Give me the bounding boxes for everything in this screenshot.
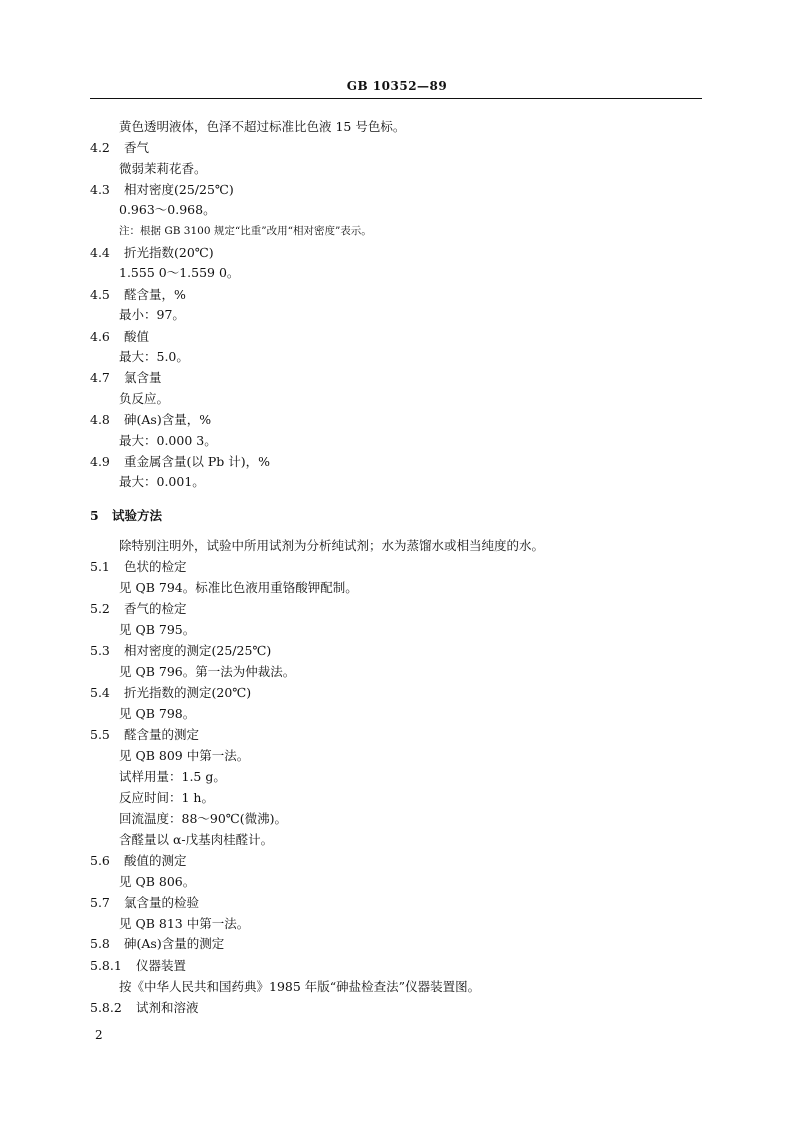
clause-title: 香气 bbox=[124, 140, 150, 155]
body-text: 见 QB 806。 bbox=[119, 874, 196, 889]
body-text: 按《中华人民共和国药典》1985 年版“砷盐检查法”仪器装置图。 bbox=[119, 979, 481, 994]
body-text: 最大：0.001。 bbox=[119, 474, 205, 489]
body-text: 试样用量：1.5 g。 bbox=[119, 769, 226, 784]
clause-title: 香气的检定 bbox=[124, 601, 187, 616]
body-text: 见 QB 813 中第一法。 bbox=[119, 916, 250, 931]
body-text: 0.963～0.968。 bbox=[119, 202, 216, 217]
clause-title: 氯含量 bbox=[124, 370, 162, 385]
body-text: 见 QB 798。 bbox=[119, 706, 196, 721]
body-text: 回流温度：88～90℃(微沸)。 bbox=[119, 811, 288, 826]
clause-title: 折光指数(20℃) bbox=[124, 245, 214, 260]
clause-number: 5.4 bbox=[90, 685, 110, 700]
body-text: 除特别注明外，试验中所用试剂为分析纯试剂；水为蒸馏水或相当纯度的水。 bbox=[119, 538, 545, 553]
clause-number: 4.6 bbox=[90, 329, 110, 344]
clause-number: 5.8 bbox=[90, 936, 110, 951]
clause-number: 5.7 bbox=[90, 895, 110, 910]
clause-title: 酸值的测定 bbox=[124, 853, 187, 868]
body-text: 负反应。 bbox=[119, 391, 170, 406]
body-text: 最小：97。 bbox=[119, 307, 185, 322]
clause-title: 相对密度(25/25℃) bbox=[124, 182, 234, 197]
clause-number: 5 bbox=[90, 508, 99, 523]
body-text: 反应时间：1 h。 bbox=[119, 790, 214, 805]
clause-number: 5.3 bbox=[90, 643, 110, 658]
body-text: 最大：0.000 3。 bbox=[119, 433, 217, 448]
clause-number: 5.6 bbox=[90, 853, 110, 868]
body-text: 见 QB 794。标准比色液用重铬酸钾配制。 bbox=[119, 580, 358, 595]
body-text: 含醛量以 α-戊基肉桂醛计。 bbox=[119, 832, 274, 847]
clause-title: 折光指数的测定(20℃) bbox=[124, 685, 252, 700]
body-text: 微弱茉莉花香。 bbox=[119, 161, 207, 176]
clause-title: 试剂和溶液 bbox=[136, 1000, 199, 1015]
clause-number: 5.8.1 bbox=[90, 958, 122, 973]
clause-title: 试验方法 bbox=[112, 508, 163, 523]
page-number: 2 bbox=[95, 1028, 103, 1042]
clause-title: 仪器装置 bbox=[136, 958, 187, 973]
clause-number: 5.5 bbox=[90, 727, 110, 742]
body-text: 黄色透明液体，色泽不超过标准比色液 15 号色标。 bbox=[119, 119, 406, 134]
clause-title: 相对密度的测定(25/25℃) bbox=[124, 643, 272, 658]
clause-number: 5.1 bbox=[90, 559, 110, 574]
clause-number: 4.4 bbox=[90, 245, 110, 260]
clause-number: 4.2 bbox=[90, 140, 110, 155]
note-text: 注：根据 GB 3100 规定“比重”改用“相对密度”表示。 bbox=[119, 225, 372, 237]
clause-title: 砷(As)含量，% bbox=[124, 412, 212, 427]
body-text: 1.555 0～1.559 0。 bbox=[119, 265, 240, 280]
clause-title: 氯含量的检验 bbox=[124, 895, 200, 910]
clause-number: 4.3 bbox=[90, 182, 110, 197]
clause-number: 4.5 bbox=[90, 287, 110, 302]
clause-number: 4.7 bbox=[90, 370, 110, 385]
body-text: 见 QB 796。第一法为仲裁法。 bbox=[119, 664, 296, 679]
clause-number: 5.8.2 bbox=[90, 1000, 122, 1015]
body-text: 见 QB 809 中第一法。 bbox=[119, 748, 250, 763]
clause-number: 5.2 bbox=[90, 601, 110, 616]
clause-title: 砷(As)含量的测定 bbox=[124, 936, 225, 951]
clause-title: 醛含量的测定 bbox=[124, 727, 200, 742]
clause-title: 重金属含量(以 Pb 计)，% bbox=[124, 454, 270, 469]
clause-title: 色状的检定 bbox=[124, 559, 187, 574]
clause-number: 4.8 bbox=[90, 412, 110, 427]
clause-title: 酸值 bbox=[124, 329, 150, 344]
body-text: 见 QB 795。 bbox=[119, 622, 196, 637]
clause-number: 4.9 bbox=[90, 454, 110, 469]
document-header-title: GB 10352—89 bbox=[346, 79, 448, 93]
clause-title: 醛含量，% bbox=[124, 287, 186, 302]
body-text: 最大：5.0。 bbox=[119, 349, 189, 364]
